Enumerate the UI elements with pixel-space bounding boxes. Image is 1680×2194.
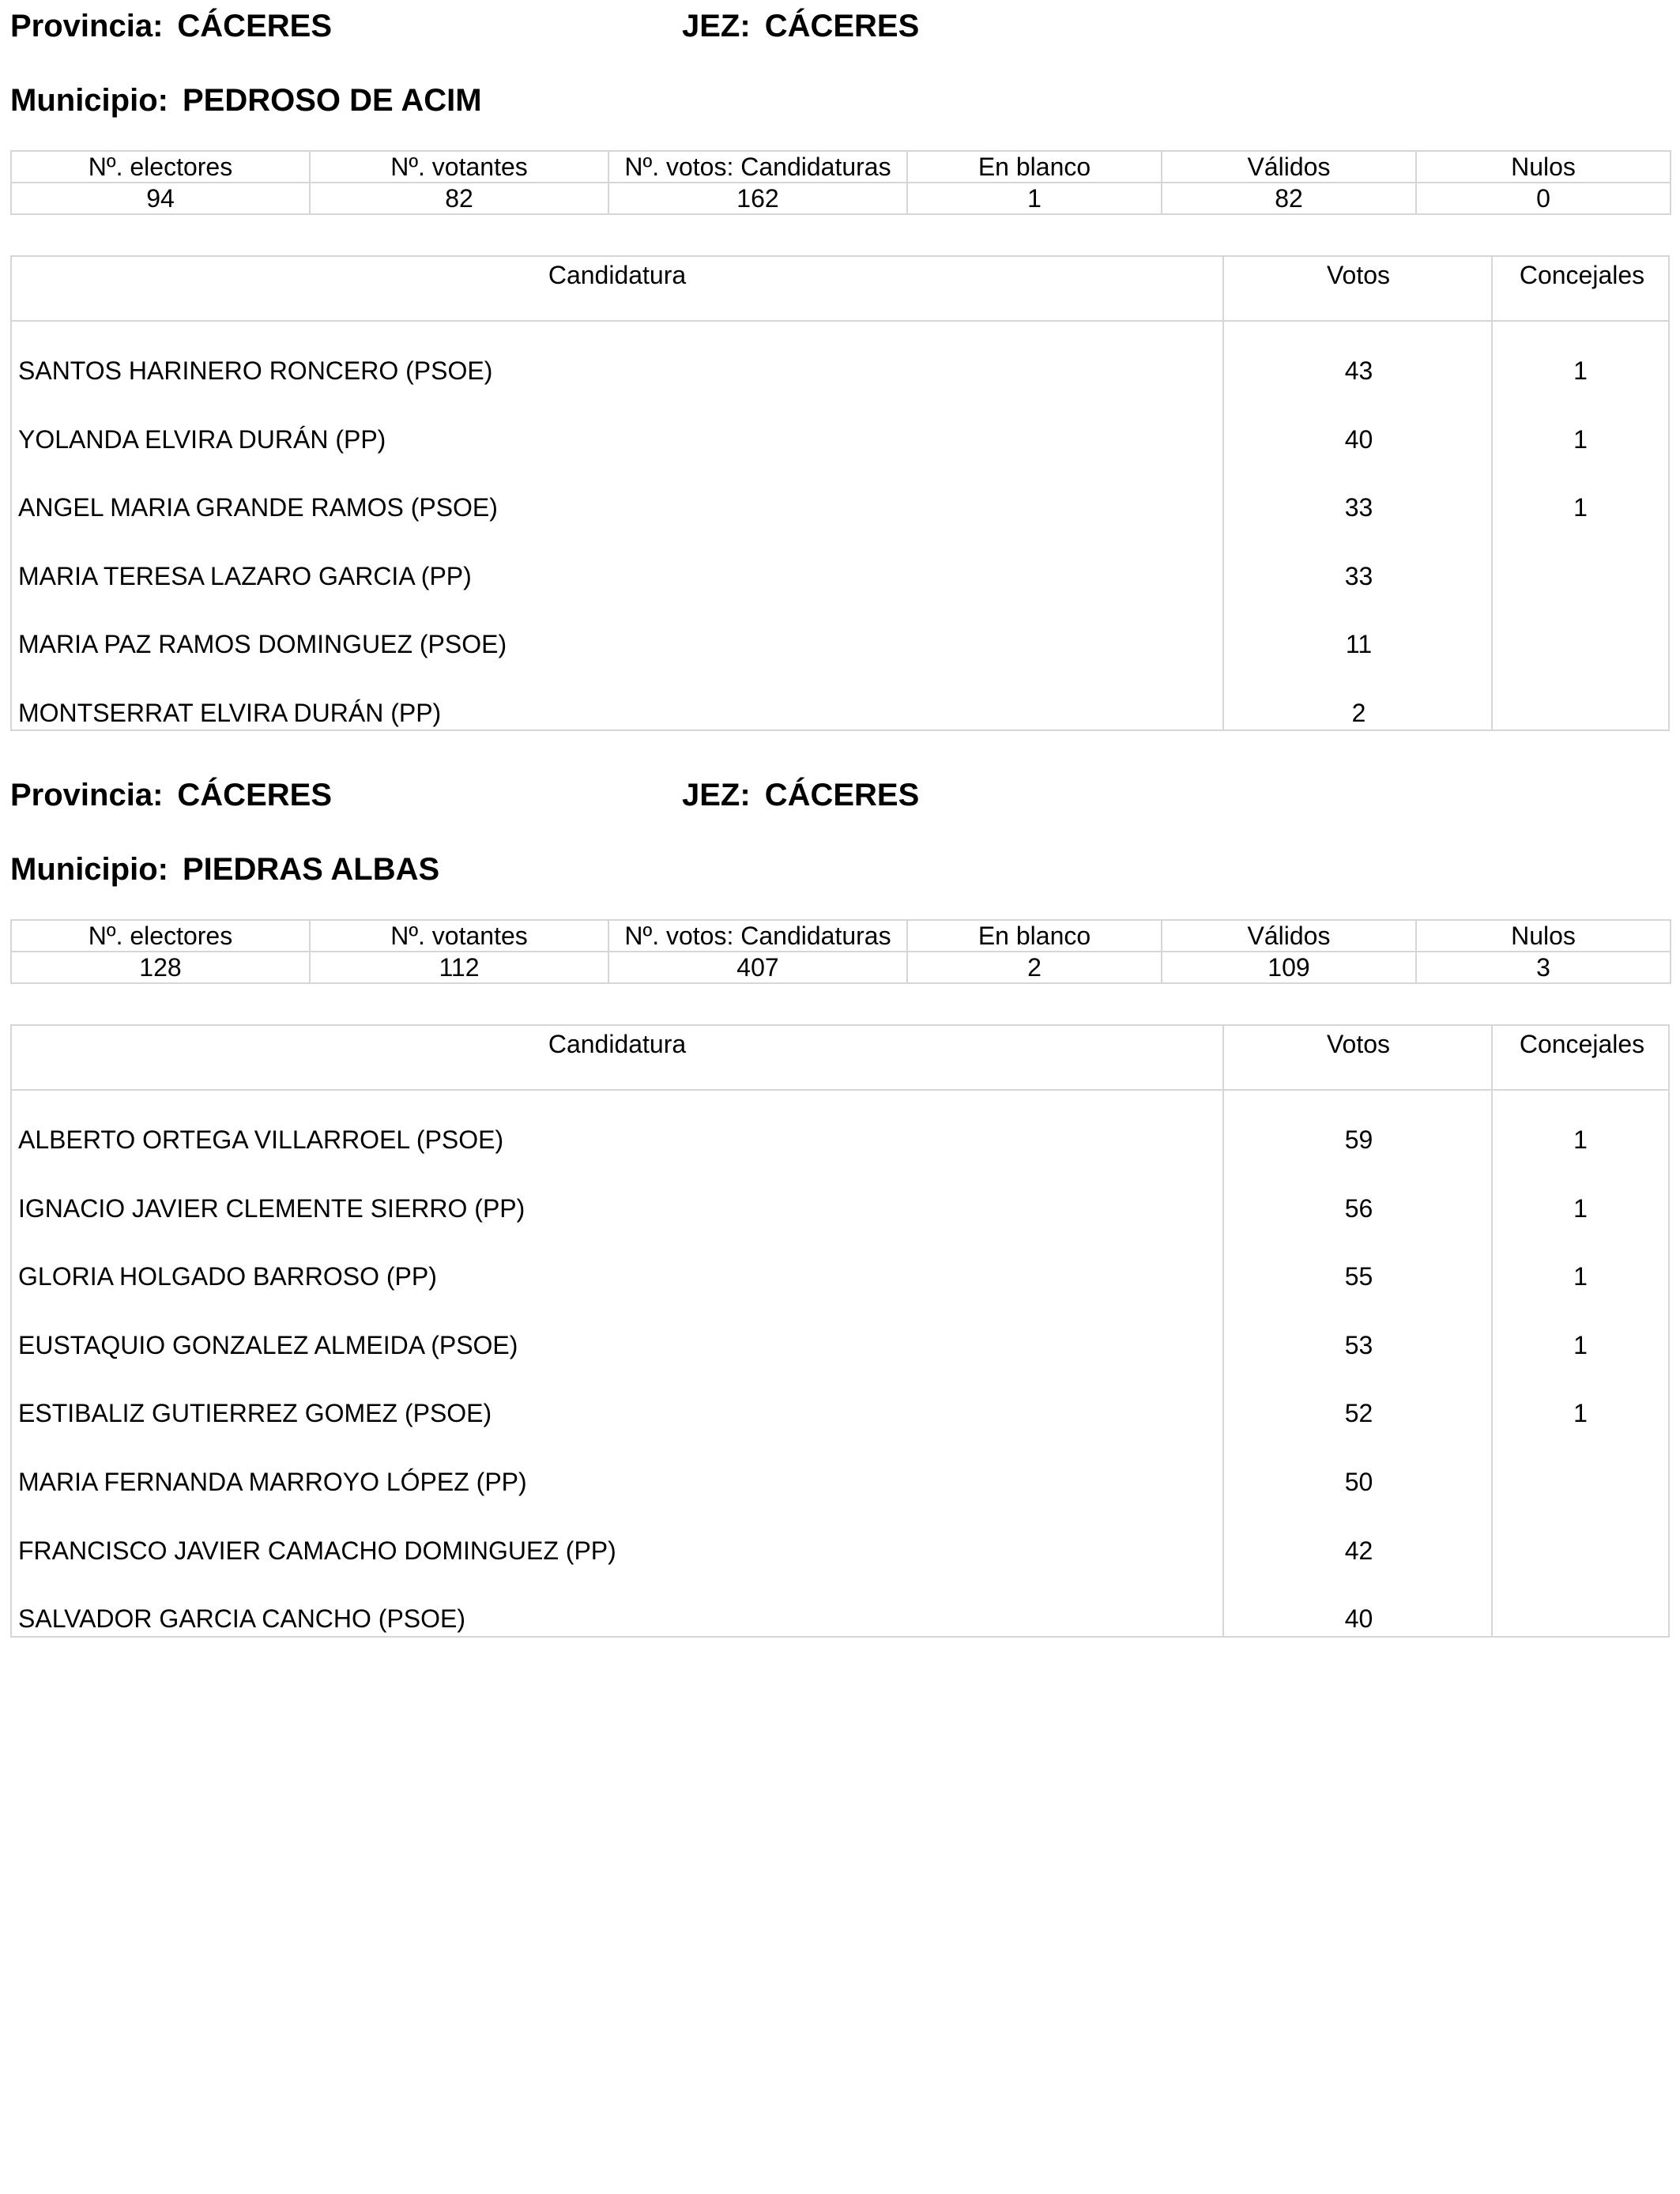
candidate-votes: 55 <box>1344 1262 1373 1291</box>
provincia-label: Provincia: <box>10 778 164 812</box>
table-row <box>12 1450 1668 1519</box>
candidate-name: MARIA FERNANDA MARROYO LÓPEZ (PP) <box>18 1467 527 1496</box>
table-row <box>12 613 1668 681</box>
table-row <box>12 408 1668 477</box>
stats-value-nulos: 3 <box>1416 952 1671 983</box>
candidate-name: EUSTAQUIO GONZALEZ ALMEIDA (PSOE) <box>18 1330 518 1359</box>
header-concejales: Concejales <box>1491 257 1671 320</box>
stats-header-votos-candidaturas: Nº. votos: Candidaturas <box>608 920 907 952</box>
stats-value-en-blanco: 1 <box>907 183 1162 214</box>
candidate-name: SANTOS HARINERO RONCERO (PSOE) <box>18 356 493 385</box>
jez-value: CÁCERES <box>764 778 920 812</box>
candidates-header <box>12 1026 1668 1091</box>
candidate-concejales: 1 <box>1573 1193 1588 1223</box>
candidate-concejales: 1 <box>1573 1399 1588 1428</box>
jez-label: JEZ: <box>682 9 751 43</box>
provincia-line <box>10 777 332 813</box>
stats-header-nulos: Nulos <box>1416 151 1671 183</box>
stats-value-electores: 94 <box>11 183 310 214</box>
header-votos: Votos <box>1222 257 1493 320</box>
candidate-concejales: 1 <box>1573 1125 1588 1154</box>
candidate-votes: 50 <box>1344 1467 1373 1496</box>
candidate-name: MARIA TERESA LAZARO GARCIA (PP) <box>18 561 472 590</box>
candidate-votes: 33 <box>1344 561 1373 590</box>
stats-value-row <box>11 183 1671 214</box>
candidate-name: MARIA PAZ RAMOS DOMINGUEZ (PSOE) <box>18 630 507 659</box>
stats-value-votos-candidaturas: 162 <box>608 183 907 214</box>
candidates-table <box>10 255 1670 731</box>
candidate-votes: 43 <box>1344 356 1373 385</box>
stats-value-votantes: 82 <box>310 183 608 214</box>
municipio-label: Municipio: <box>10 852 168 887</box>
stats-value-row <box>11 952 1671 983</box>
header-concejales: Concejales <box>1491 1026 1671 1089</box>
candidate-name: IGNACIO JAVIER CLEMENTE SIERRO (PP) <box>18 1193 525 1223</box>
table-row <box>12 339 1668 408</box>
jez-line <box>682 777 919 813</box>
candidate-name: ANGEL MARIA GRANDE RAMOS (PSOE) <box>18 493 498 522</box>
jez-value: CÁCERES <box>764 9 920 43</box>
header-candidatura: Candidatura <box>548 261 687 289</box>
stats-header-row <box>11 920 1671 952</box>
stats-header-row <box>11 151 1671 183</box>
candidate-votes: 40 <box>1344 424 1373 454</box>
candidate-concejales: 1 <box>1573 1330 1588 1359</box>
stats-value-electores: 128 <box>11 952 310 983</box>
candidate-name: FRANCISCO JAVIER CAMACHO DOMINGUEZ (PP) <box>18 1536 616 1565</box>
candidates-rows <box>12 322 1668 750</box>
candidate-votes: 2 <box>1351 698 1366 727</box>
stats-header-electores: Nº. electores <box>11 151 310 183</box>
stats-header-votantes: Nº. votantes <box>310 920 608 952</box>
candidate-concejales: 1 <box>1573 424 1588 454</box>
header-candidatura: Candidatura <box>548 1030 687 1058</box>
table-row <box>12 681 1668 750</box>
candidate-votes: 11 <box>1345 630 1373 659</box>
stats-value-validos: 82 <box>1162 183 1416 214</box>
candidate-concejales: 1 <box>1573 1262 1588 1291</box>
candidate-votes: 56 <box>1344 1193 1373 1223</box>
candidate-votes: 42 <box>1344 1536 1373 1565</box>
candidate-name: GLORIA HOLGADO BARROSO (PP) <box>18 1262 437 1291</box>
table-row <box>12 1519 1668 1588</box>
candidate-name: ESTIBALIZ GUTIERREZ GOMEZ (PSOE) <box>18 1399 492 1428</box>
stats-header-votos-candidaturas: Nº. votos: Candidaturas <box>608 151 907 183</box>
candidate-name: MONTSERRAT ELVIRA DURÁN (PP) <box>18 698 442 727</box>
municipio-value: PIEDRAS ALBAS <box>182 852 440 887</box>
candidates-table <box>10 1024 1670 1638</box>
table-row <box>12 476 1668 545</box>
candidates-rows <box>12 1091 1668 1656</box>
municipio-line <box>10 82 482 119</box>
stats-header-votantes: Nº. votantes <box>310 151 608 183</box>
stats-header-en-blanco: En blanco <box>907 920 1162 952</box>
stats-header-en-blanco: En blanco <box>907 151 1162 183</box>
candidate-name: ALBERTO ORTEGA VILLARROEL (PSOE) <box>18 1125 504 1154</box>
provincia-value: CÁCERES <box>177 778 332 812</box>
stats-value-nulos: 0 <box>1416 183 1671 214</box>
header-votos: Votos <box>1222 1026 1493 1089</box>
stats-table <box>10 150 1671 215</box>
table-row <box>12 1587 1668 1656</box>
candidate-concejales: 1 <box>1573 493 1588 522</box>
candidate-votes: 59 <box>1344 1125 1373 1154</box>
candidate-votes: 52 <box>1344 1399 1373 1428</box>
table-row <box>12 1382 1668 1450</box>
table-row <box>12 545 1668 613</box>
candidate-votes: 53 <box>1344 1330 1373 1359</box>
jez-label: JEZ: <box>682 778 751 812</box>
table-row <box>12 1314 1668 1382</box>
stats-value-votos-candidaturas: 407 <box>608 952 907 983</box>
candidate-name: SALVADOR GARCIA CANCHO (PSOE) <box>18 1604 466 1634</box>
candidate-votes: 33 <box>1344 493 1373 522</box>
stats-header-nulos: Nulos <box>1416 920 1671 952</box>
stats-header-validos: Válidos <box>1162 920 1416 952</box>
provincia-line <box>10 8 332 44</box>
stats-header-validos: Válidos <box>1162 151 1416 183</box>
jez-line <box>682 8 919 44</box>
municipio-label: Municipio: <box>10 83 168 118</box>
candidate-name: YOLANDA ELVIRA DURÁN (PP) <box>18 424 386 454</box>
candidates-header <box>12 257 1668 322</box>
stats-value-validos: 109 <box>1162 952 1416 983</box>
table-row <box>12 1177 1668 1246</box>
provincia-value: CÁCERES <box>177 9 332 43</box>
municipio-value: PEDROSO DE ACIM <box>182 83 482 118</box>
municipio-line <box>10 851 439 888</box>
stats-table <box>10 919 1671 984</box>
candidate-votes: 40 <box>1344 1604 1373 1634</box>
candidate-concejales: 1 <box>1573 356 1588 385</box>
stats-value-en-blanco: 2 <box>907 952 1162 983</box>
stats-value-votantes: 112 <box>310 952 608 983</box>
table-row <box>12 1108 1668 1177</box>
provincia-label: Provincia: <box>10 9 164 43</box>
stats-header-electores: Nº. electores <box>11 920 310 952</box>
table-row <box>12 1245 1668 1314</box>
